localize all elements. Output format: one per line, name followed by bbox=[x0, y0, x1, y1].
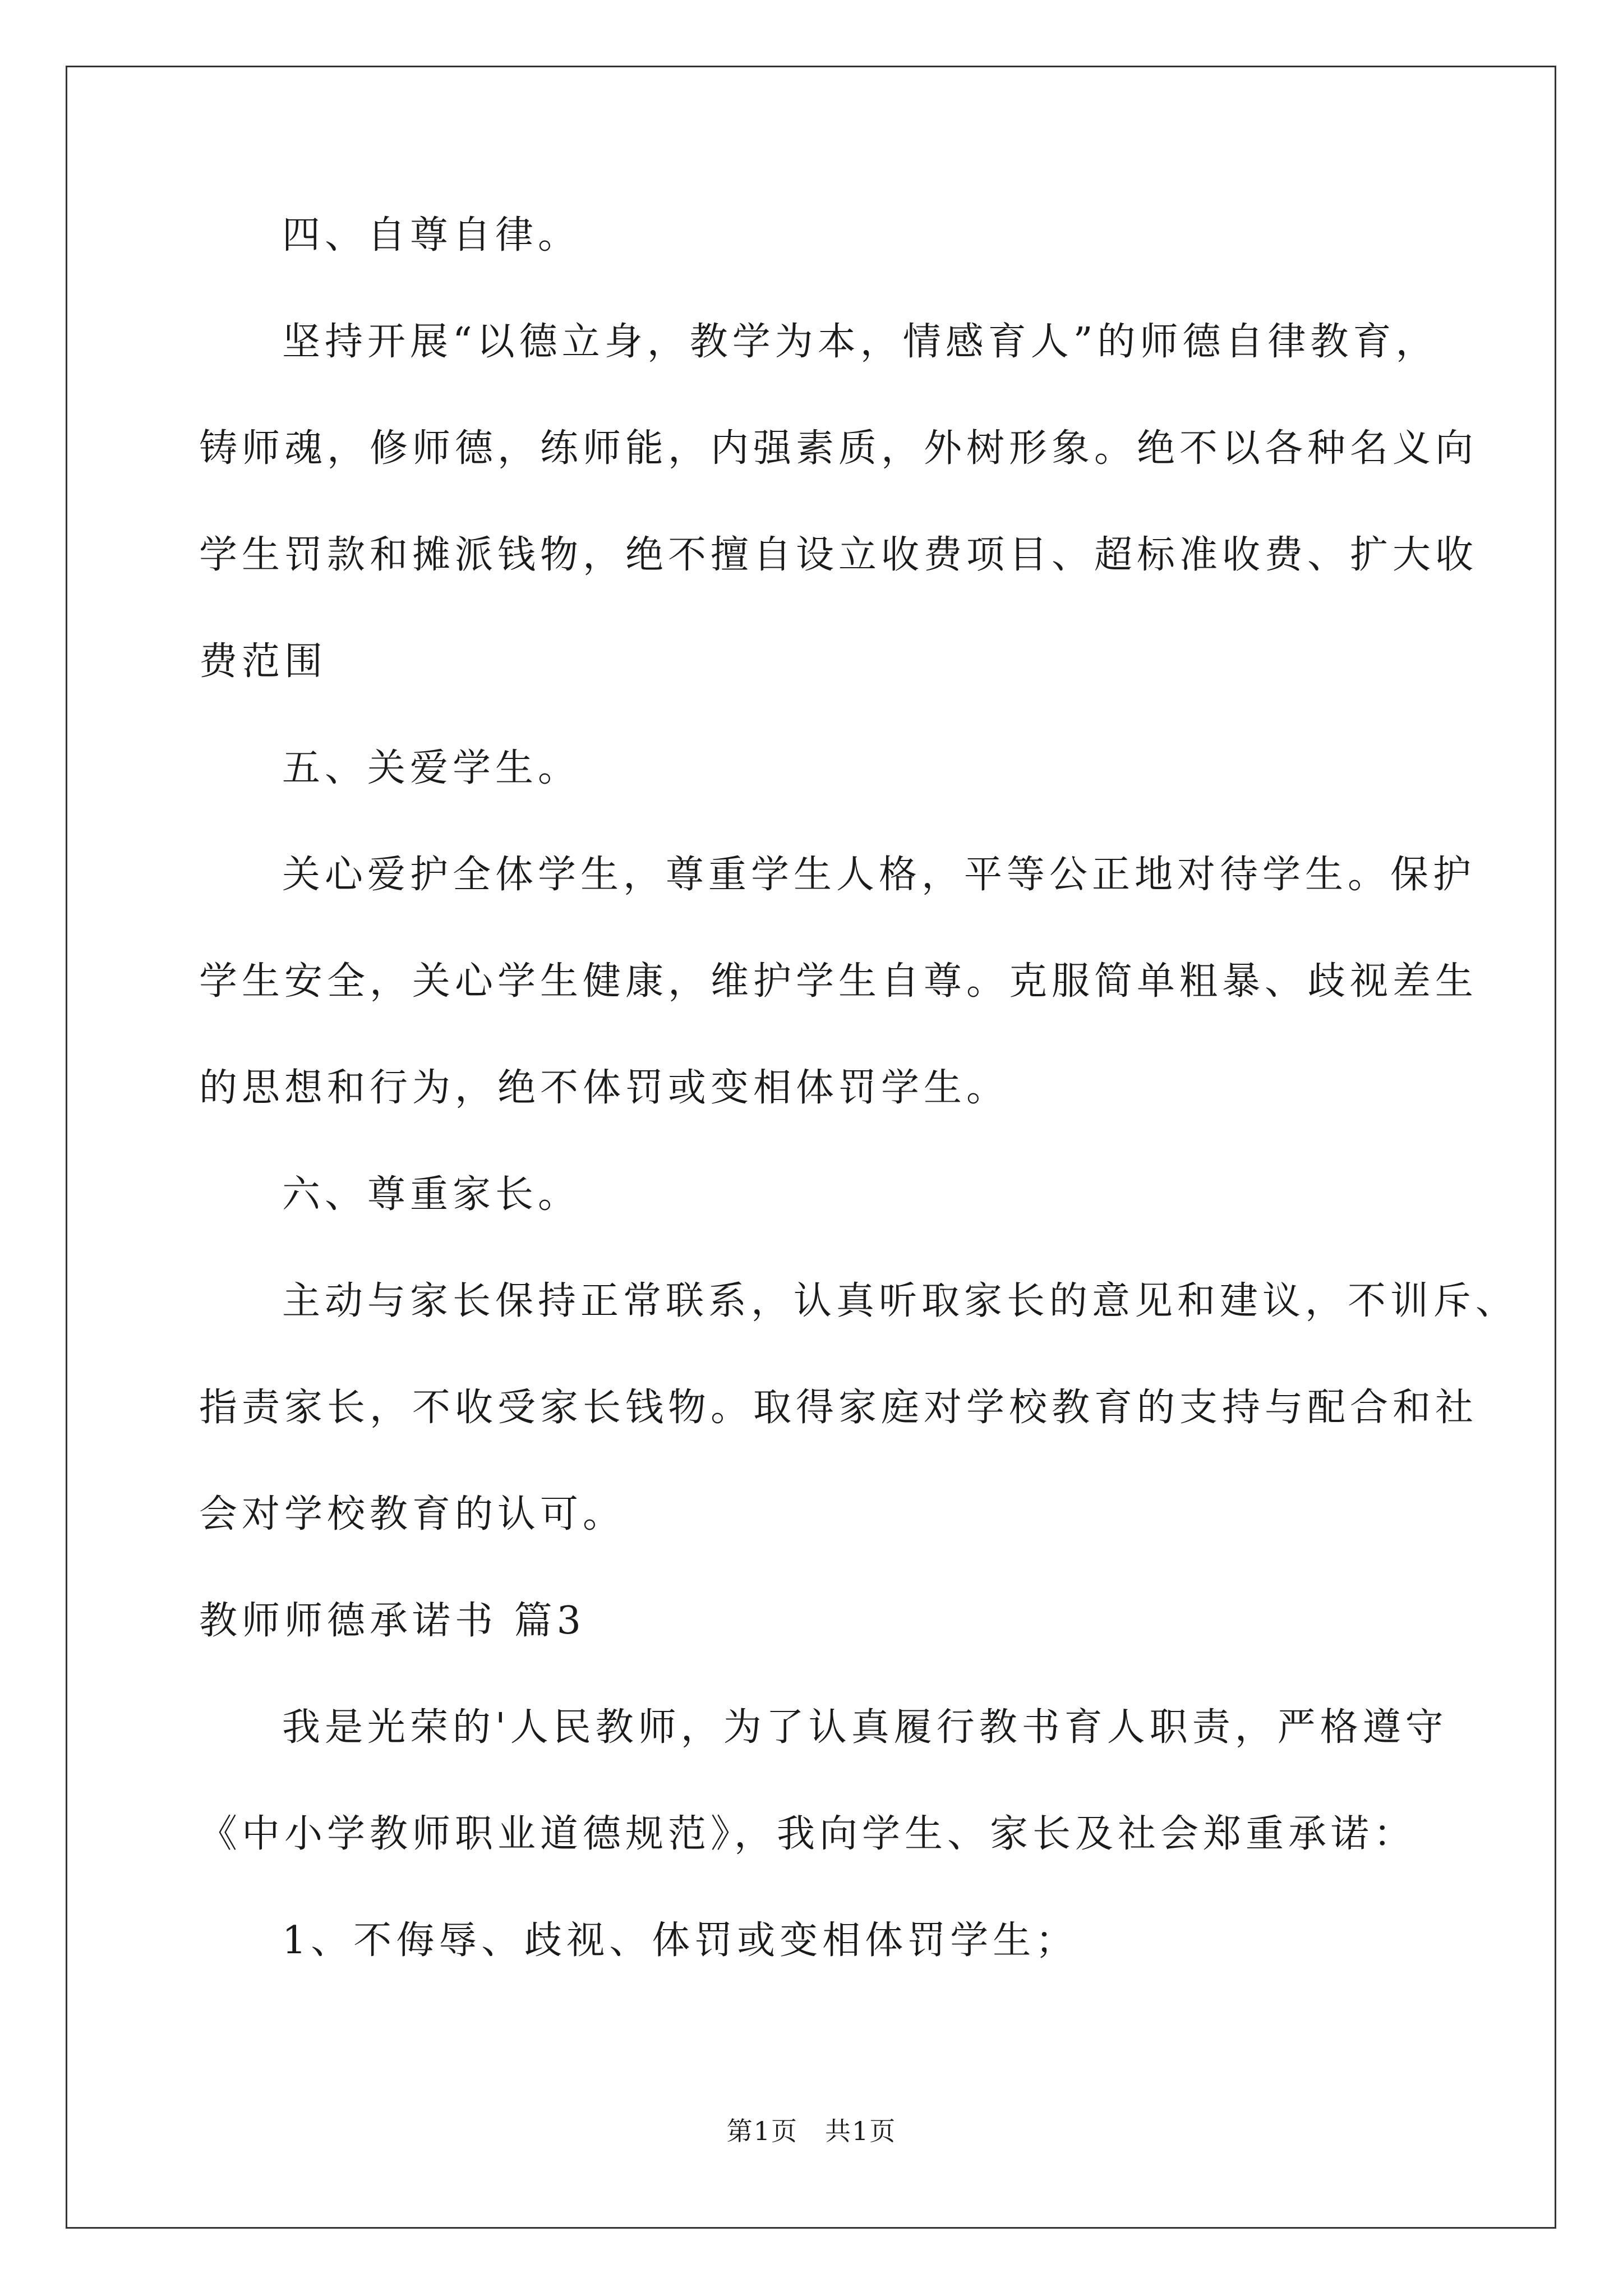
section-heading-4: 四、自尊自律。 bbox=[282, 213, 581, 257]
section-heading-6: 六、尊重家长。 bbox=[282, 1172, 581, 1217]
list-item: 1、不侮辱、歧视、体罚或变相体罚学生； bbox=[282, 1918, 1078, 1963]
paragraph-line: 主动与家长保持正常联系，认真听取家长的意见和建议，不训斥、 bbox=[282, 1279, 1519, 1323]
paragraph-line: 费范围 bbox=[199, 639, 328, 684]
article-title: 教师师德承诺书 篇3 bbox=[199, 1599, 585, 1643]
paragraph-line: 学生罚款和摊派钱物，绝不擅自设立收费项目、超标准收费、扩大收 bbox=[199, 533, 1478, 577]
paragraph-line: 学生安全，关心学生健康，维护学生自尊。克服简单粗暴、歧视差生 bbox=[199, 959, 1478, 1004]
paragraph-line: 《中小学教师职业道德规范》，我向学生、家长及社会郑重承诺： bbox=[199, 1812, 1417, 1856]
paragraph-line: 会对学校教育的认可。 bbox=[199, 1492, 626, 1536]
page-number: 第1页 共1页 bbox=[726, 2116, 897, 2146]
paragraph-line: 铸师魂，修师德，练师能，内强素质，外树形象。绝不以各种名义向 bbox=[199, 426, 1478, 471]
paragraph-line: 我是光荣的'人民教师，为了认真履行教书育人职责，严格遵守 bbox=[282, 1705, 1448, 1750]
paragraph-line: 坚持开展“以德立身，教学为本，情感育人”的师德自律教育， bbox=[282, 320, 1438, 364]
paragraph-line: 关心爱护全体学生，尊重学生人格，平等公正地对待学生。保护 bbox=[282, 853, 1476, 897]
section-heading-5: 五、关爱学生。 bbox=[282, 746, 581, 790]
paragraph-line: 指责家长，不收受家长钱物。取得家庭对学校教育的支持与配合和社 bbox=[199, 1386, 1478, 1430]
paragraph-line: 的思想和行为，绝不体罚或变相体罚学生。 bbox=[199, 1066, 1009, 1110]
page-border bbox=[66, 66, 1556, 2229]
